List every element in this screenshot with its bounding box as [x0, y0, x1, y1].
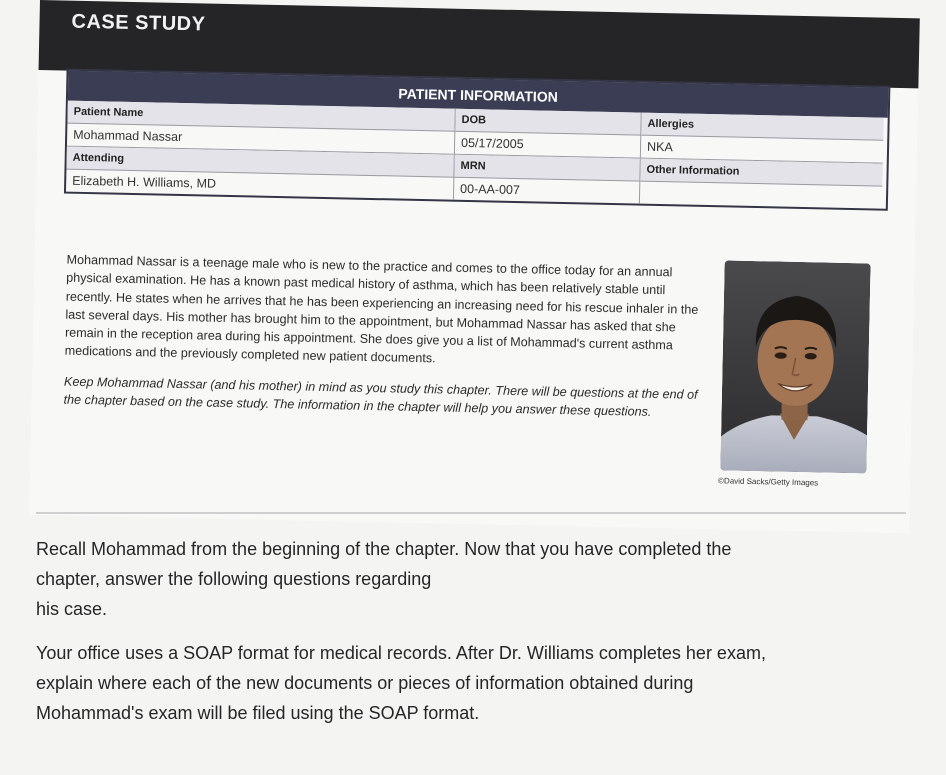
patient-info-table [64, 69, 890, 211]
patient-info-grid [66, 101, 888, 209]
patient-info-header: PATIENT INFORMATION [68, 71, 888, 118]
value-mrn: 00-AA-007 [454, 178, 640, 204]
question-intro-line: his case. [36, 599, 108, 619]
section-divider [36, 512, 906, 514]
case-description: Mohammad Nassar is a teenage male who is new to the practice and comes to the office today for an annual physical examination. He has a known past medical history of asthma, which has been relatively stable until recently. He states when he arrives that he has been experiencing an increasing need for his rescue inhaler in the last several days. His mother has brought him to the appointment, but Mohammad Nassar has asked that she remain in the reception area during his appointment. She does give you a list of Mohammad's current asthma medications and the previously completed new patient documents. [64, 252, 699, 366]
patient-photo [720, 260, 870, 473]
question-intro [36, 534, 916, 624]
question-intro-line: chapter, answer the following questions regarding [36, 569, 432, 589]
label-attending: Attending [66, 147, 454, 178]
value-attending: Elizabeth H. Williams, MD [66, 170, 454, 200]
label-mrn: MRN [454, 155, 640, 182]
case-study-title: CASE STUDY [71, 10, 206, 36]
value-patient-name: Mohammad Nassar [67, 124, 455, 155]
question-intro-line: Recall Mohammad from the beginning of the chapter. Now that you have completed the [36, 539, 732, 559]
value-dob: 05/17/2005 [455, 132, 641, 159]
photo-credit: ©David Sacks/Getty Images [717, 476, 819, 488]
case-study-note: Keep Mohammad Nassar (and his mother) in mind as you study this chapter. There will be questions at the end of the chapter based on the case study. The information in the chapter will help you answer these questions. [63, 374, 698, 419]
question-prompt-line: Your office uses a SOAP format for medical records. After Dr. Williams completes her exam, [36, 643, 766, 663]
question-prompt-line: explain where each of the new documents or pieces of information obtained during [36, 673, 694, 693]
value-other-information [640, 182, 882, 209]
question-block [36, 534, 916, 742]
label-other-information: Other Information [640, 159, 882, 187]
label-dob: DOB [455, 109, 641, 136]
label-allergies: Allergies [641, 113, 883, 141]
question-prompt-line: Mohammad's exam will be filed using the SOAP format. [36, 703, 480, 723]
question-prompt [36, 638, 916, 728]
value-allergies: NKA [641, 136, 883, 164]
case-study-page [29, 0, 920, 533]
case-study-body [63, 251, 704, 435]
label-patient-name: Patient Name [67, 101, 455, 132]
